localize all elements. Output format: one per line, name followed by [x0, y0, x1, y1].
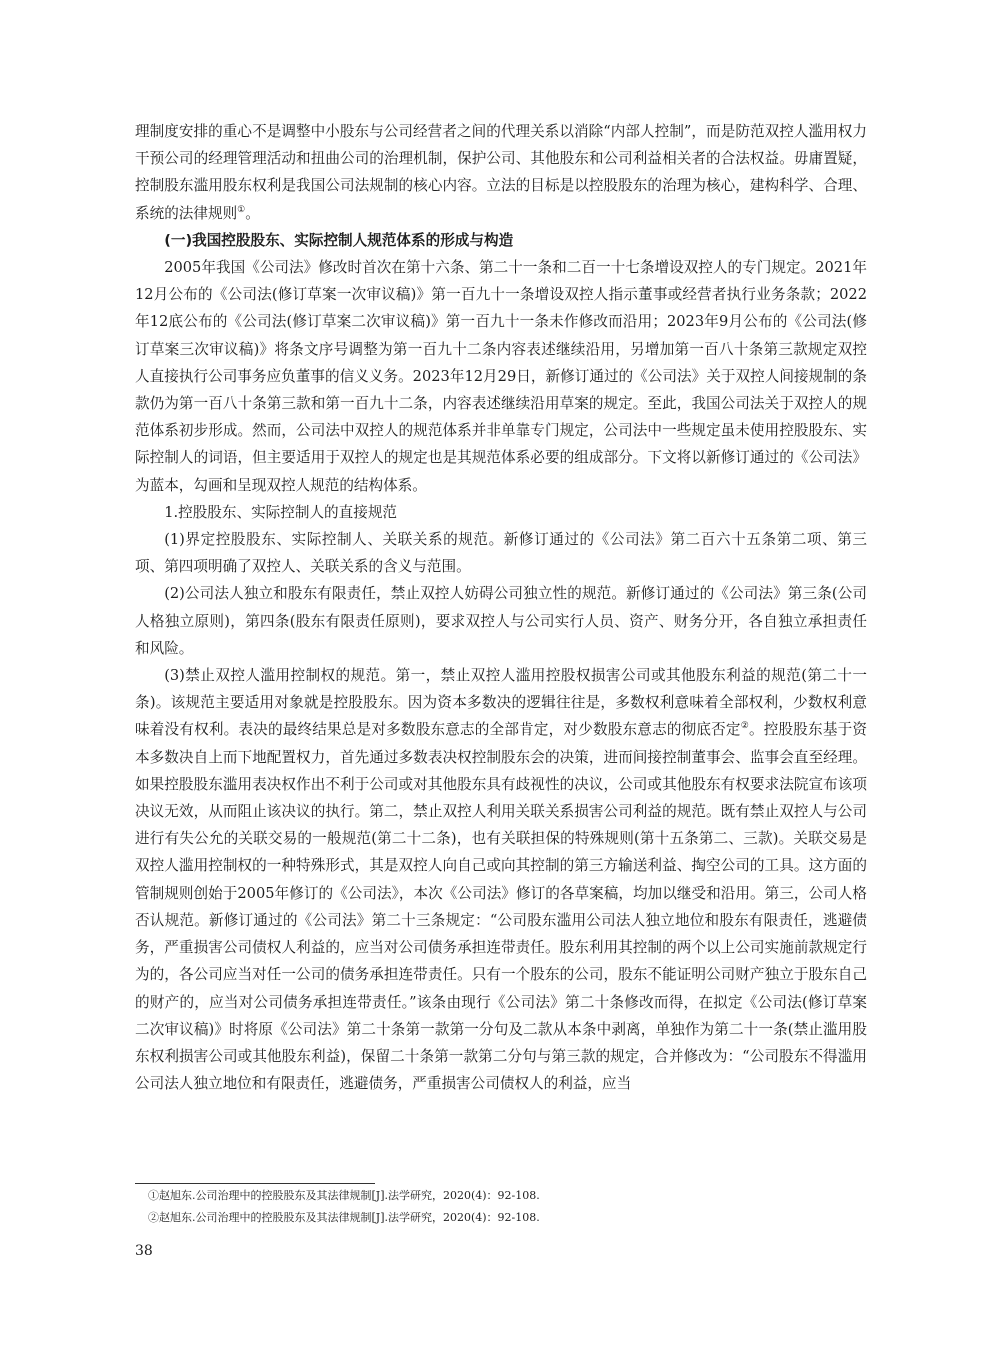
footnote-divider: [135, 1183, 375, 1184]
paragraph-history: 2005年我国《公司法》修改时首次在第十六条、第二十一条和二百一十七条增设双控人的专门规定。2021年12月公布的《公司法(修订草案一次审议稿)》第一百九十一条增设双控人指示董事或经营者执行业务条款；2022年12底公布的《公司法(修订草案二次审议稿)》第一百九十一条未作修改而沿用；2023年9月公布的《公司法(修订草案三次审议稿)》将条文序号调整为第一百九十二条内容表述继续沿用，另增加第一百八十条第三款规定双控人直接执行公司事务应负董事的信义义务。2023年12月29日，新修订通过的《公司法》关于双控人间接规制的条款仍为第一百八十条第三款和第一百九十二条，内容表述继续沿用草案的规定。至此，我国公司法关于双控人的规范体系初步形成。然而，公司法中双控人的规范体系并非单靠专门规定，公司法中一些规定虽未使用控股股东、实际控制人的词语，但主要适用于双控人的规定也是其规范体系必要的组成部分。下文将以新修订通过的《公司法》为蓝本，勾画和呈现双控人规范的结构体系。: [135, 259, 867, 494]
paragraph-item-3: (3)禁止双控人滥用控制权的规范。第一，禁止双控人滥用控股权损害公司或其他股东利益的规范(第二十一条)。该规范主要适用对象就是控股股东。因为资本多数决的逻辑往往是，多数权利意味着全部权利，少数权利意味着没有权利。表决的最终结果总是对多数股东意志的全部肯定，对少数股东意志的彻底否定②。控股股东基于资本多数决自上而下地配置权力，首先通过多数表决权控制股东会的决策，进而间接控制董事会、监事会直至经理。如果控股股东滥用表决权作出不利于公司或对其他股东具有歧视性的决议，公司或其他股东有权要求法院宣布该项决议无效，从而阻止该决议的执行。第二，禁止双控人利用关联关系损害公司利益的规范。既有禁止双控人与公司进行有失公允的关联交易的一般规范(第二十二条)，也有关联担保的特殊规则(第十五条第二、三款)。关联交易是双控人滥用控制权的一种特殊形式，其是双控人向自己或向其控制的第三方输送利益、掏空公司的工具。这方面的管制规则创始于2005年修订的《公司法》，本次《公司法》修订的各草案稿，均加以继受和沿用。第三，公司人格否认规范。新修订通过的《公司法》第二十三条规定：“公司股东滥用公司法人独立地位和股东有限责任，逃避债务，严重损害公司债权人利益的，应当对公司债务承担连带责任。股东利用其控制的两个以上公司实施前款规定行为的，各公司应当对任一公司的债务承担连带责任。只有一个股东的公司，股东不能证明公司财产独立于股东自己的财产的，应当对公司债务承担连带责任。”该条由现行《公司法》第二十条修改而得，在拟定《公司法(修订草案二次审议稿)》时将原《公司法》第二十条第一款第一分句及二款从本条中剥离，单独作为第二十一条(禁止滥用股东权利损害公司或其他股东利益)，保留二十条第一款第二分句与第三款的规定，合并修改为：“公司股东不得滥用公司法人独立地位和有限责任，逃避债务，严重损害公司债权人的利益，应当: [135, 667, 867, 1093]
footnote-2: ②赵旭东.公司治理中的控股股东及其法律规制[J].法学研究，2020(4)：92-108.: [148, 1211, 540, 1224]
footnote-ref-1: ①: [237, 204, 246, 215]
footnote-ref-2: ②: [740, 721, 749, 732]
paragraph-item-1: (1)界定控股股东、实际控制人、关联关系的规范。新修订通过的《公司法》第二百六十五条第二项、第三项、第四项明确了双控人、关联关系的含义与范围。: [135, 531, 867, 576]
paragraph-intro: 理制度安排的重心不是调整中小股东与公司经营者之间的代理关系以消除“内部人控制”，而是防范双控人滥用权力干预公司的经理管理活动和扭曲公司的治理机制，保护公司、其他股东和公司利益相关者的合法权益。毋庸置疑，控制股东滥用股东权利是我国公司法规制的核心内容。立法的目标是以控股股东的治理为核心，建构科学、合理、系统的法律规则①。: [135, 123, 867, 222]
section-heading: (一)我国控股股东、实际控制人规范体系的形成与构造: [164, 231, 514, 249]
subsection-heading: 1.控股股东、实际控制人的直接规范: [164, 503, 398, 521]
paragraph-item-2: (2)公司法人独立和股东有限责任，禁止双控人妨碍公司独立性的规范。新修订通过的《公司法》第三条(公司人格独立原则)，第四条(股东有限责任原则)，要求双控人与公司实行人员、资产、财务分开，各自独立承担责任和风险。: [135, 585, 867, 657]
page-number: 38: [135, 1243, 153, 1259]
footnote-1: ①赵旭东.公司治理中的控股股东及其法律规制[J].法学研究，2020(4)：92-108.: [148, 1189, 540, 1202]
body-text: [135, 118, 867, 1097]
